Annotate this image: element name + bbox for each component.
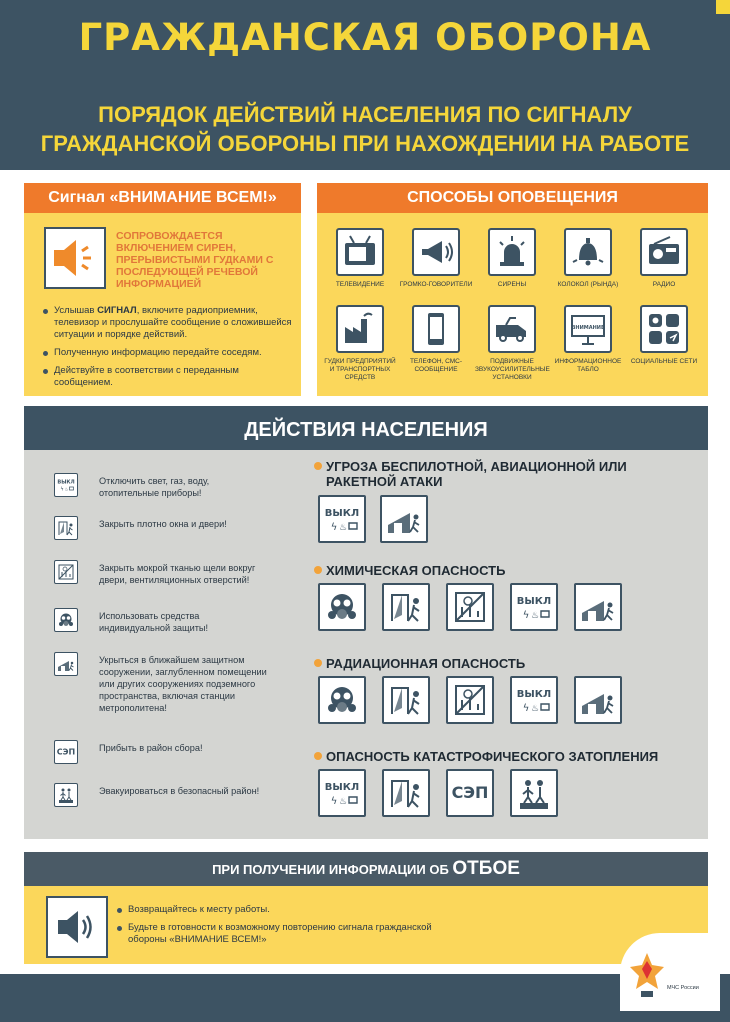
method-factory-horns: ГУДКИ ПРЕДПРИЯТИЙ И ТРАНСПОРТНЫХ СРЕДСТВ [323,305,397,382]
bell-icon [564,228,612,276]
power-off-icon [318,495,366,543]
all-clear-instruction-2: Будьте в готовности к возможному повторению сигнала гражданской обороны «ВНИМАНИЕ ВСЕМ!» [116,922,456,946]
method-vehicle: ПОДВИЖНЫЕ ЗВУКОУСИЛИТЕЛЬНЫЕ УСТАНОВКИ [475,305,549,382]
board-text: ВНИМАНИЕ [571,325,605,331]
all-clear-instruction-1: Возвращайтесь к месту работы. [116,904,456,916]
actions-heading: ДЕЙСТВИЯ НАСЕЛЕНИЯ [24,406,708,450]
page-title: ГРАЖДАНСКАЯ ОБОРОНА [78,16,652,59]
vent-seal-icon [446,676,494,724]
power-off-icon [318,769,366,817]
signal-instruction-2: Полученную информацию передайте соседям. [42,347,297,359]
signal-heading: Сигнал «ВНИМАНИЕ ВСЕМ!» [24,183,301,213]
scenario-chemical: ХИМИЧЕСКАЯ ОПАСНОСТЬ [314,563,704,578]
method-radio: РАДИО [627,228,701,289]
actions-section: ДЕЙСТВИЯ НАСЕЛЕНИЯ Отключить свет, газ, воду, отопительные приборы! Закрыть плотно окна и двери! Закрыть мокрой тканью щели вокруг двери, вентиляционных отверстий! Использовать средства индивидуальной защиты! Укрыться в ближайшем защитном сооружении, заглубленном помещении или других сооружениях подземного пространства, включая станции метрополитена! Прибыть в район сбора! Эвакуироваться в безопасный район! УГРОЗА БЕСПИЛОТНОЙ, АВИАЦИОННОЙ ИЛИ РАКЕТНОЙ АТАКИ ХИМИЧЕСКАЯ ОПАСНОСТЬ РАДИАЦИОННАЯ ОПАСНОСТЬ ОПАСНОСТЬ КАТАСТРОФИЧЕСКОГО ЗАТОПЛЕНИЯ [24,406,708,839]
all-clear-instructions [116,904,456,952]
shelter-icon [574,676,622,724]
power-off-icon [510,583,558,631]
scenario-flooding: ОПАСНОСТЬ КАТАСТРОФИЧЕСКОГО ЗАТОПЛЕНИЯ [314,749,704,764]
shelter-icon [54,652,78,676]
gas-mask-icon [318,676,366,724]
speaker-icon [46,896,108,958]
vent-seal-icon [54,560,78,584]
shelter-icon [574,583,622,631]
power-off-icon [54,473,78,497]
signal-instruction-1: Услышав СИГНАЛ, включите радиоприемник, телевизор и прослушайте сообщение о сложившейся ситуации и порядке действий. [42,305,297,341]
door-icon [382,676,430,724]
mchs-logo [620,933,720,1011]
vehicle-icon [488,305,536,353]
assembly-point-icon [446,769,494,817]
header-banner [0,0,730,170]
signal-description: СОПРОВОЖДАЕТСЯ ВКЛЮЧЕНИЕМ СИРЕН, ПРЕРЫВИСТЫМИ ГУДКАМИ С ПОСЛЕДУЮЩЕЙ РЕЧЕВОЙ ИНФОРМАЦИЕЙ [116,230,274,290]
social-icon [640,305,688,353]
assembly-point-icon [54,740,78,764]
radio-icon [640,228,688,276]
page-subtitle [0,100,730,158]
all-clear-panel [24,886,708,964]
evacuation-icon [510,769,558,817]
vent-seal-icon [446,583,494,631]
method-loudspeaker: ГРОМКО-ГОВОРИТЕЛИ [399,228,473,289]
signal-panel [24,183,301,396]
methods-heading: СПОСОБЫ ОПОВЕЩЕНИЯ [317,183,708,213]
shelter-icon [380,495,428,543]
power-off-icon [510,676,558,724]
signal-instructions [42,305,297,395]
subtitle-line-1: ПОРЯДОК ДЕЙСТВИЙ НАСЕЛЕНИЯ ПО СИГНАЛУ [98,102,632,127]
gas-mask-icon [318,583,366,631]
door-icon [382,583,430,631]
tv-icon [336,228,384,276]
all-clear-heading: ПРИ ПОЛУЧЕНИИ ИНФОРМАЦИИ ОБ ОТБОЕ [24,852,708,886]
scenario-radiation: РАДИАЦИОННАЯ ОПАСНОСТЬ [314,656,704,671]
siren-icon [488,228,536,276]
method-info-board: ВНИМАНИЕ ИНФОРМАЦИОННОЕ ТАБЛО [551,305,625,374]
method-phone: ТЕЛЕФОН, СМС-СООБЩЕНИЕ [399,305,473,374]
method-bell: КОЛОКОЛ (РЫНДА) [551,228,625,289]
emblem-icon [630,949,664,1001]
scenario-air-attack: УГРОЗА БЕСПИЛОТНОЙ, АВИАЦИОННОЙ ИЛИ РАКЕТНОЙ АТАКИ [314,459,704,489]
speaker-icon [44,227,106,289]
method-tv: ТЕЛЕВИДЕНИЕ [323,228,397,289]
door-icon [382,769,430,817]
info-board-icon [564,305,612,353]
door-icon [54,516,78,540]
loudspeaker-icon [412,228,460,276]
factory-icon [336,305,384,353]
corner-accent [716,0,730,14]
phone-icon [412,305,460,353]
methods-panel [317,183,708,396]
subtitle-line-2: ГРАЖДАНСКОЙ ОБОРОНЫ ПРИ НАХОЖДЕНИИ НА РАБОТЕ [40,131,690,156]
gas-mask-icon [54,608,78,632]
signal-instruction-3: Действуйте в соответствии с переданным сообщением. [42,365,297,389]
evacuation-icon [54,783,78,807]
method-sirens: СИРЕНЫ [475,228,549,289]
logo-text: МЧС России [667,985,699,991]
method-social: СОЦИАЛЬНЫЕ СЕТИ [627,305,701,366]
